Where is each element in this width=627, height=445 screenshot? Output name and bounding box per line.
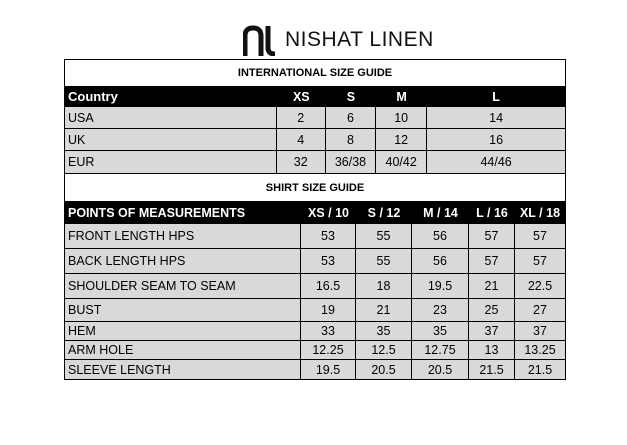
- value-cell: 56: [412, 224, 469, 248]
- international-title: INTERNATIONAL SIZE GUIDE: [237, 67, 393, 79]
- value-cell: 44/46: [480, 155, 512, 169]
- measurement-label: SHOULDER SEAM TO SEAM: [65, 274, 301, 298]
- value-cell: 33: [301, 322, 356, 340]
- value-cell: 21: [469, 274, 515, 298]
- value-cell: 14: [489, 110, 504, 125]
- value-cell: 40/42: [376, 151, 427, 173]
- value-cell: 35: [356, 322, 412, 340]
- table-row: [65, 249, 565, 274]
- value-cell: 55: [356, 224, 412, 248]
- measurement-label: BACK LENGTH HPS: [65, 249, 301, 273]
- value-cell: 12: [376, 129, 427, 150]
- brand-name: NISHAT LINEN: [285, 28, 434, 51]
- table-row: [65, 360, 565, 379]
- value-cell: 20.5: [356, 360, 412, 379]
- measurement-label: ARM HOLE: [65, 341, 301, 359]
- header-s: S: [346, 89, 356, 104]
- value-cell: 36/38: [326, 151, 376, 173]
- value-cell: 57: [469, 249, 515, 273]
- value-cell: 12.75: [412, 341, 469, 359]
- table-row: [65, 341, 565, 360]
- value-cell: 57: [533, 229, 547, 243]
- value-cell: 23: [412, 299, 469, 321]
- value-cell: 19.5: [412, 274, 469, 298]
- value-cell: 13: [469, 341, 515, 359]
- country-label: UK: [65, 129, 277, 150]
- value-cell: 22.5: [527, 279, 553, 293]
- value-cell: 25: [469, 299, 515, 321]
- value-cell: 13.25: [524, 343, 556, 357]
- value-cell: 37: [469, 322, 515, 340]
- table-row: [65, 107, 565, 129]
- measurement-label: BUST: [65, 299, 301, 321]
- value-cell: 21.5: [527, 362, 553, 377]
- header-m: M: [396, 89, 407, 104]
- header-l: L: [492, 89, 500, 104]
- brand-logo: [243, 24, 434, 56]
- country-label: USA: [65, 107, 277, 128]
- value-cell: 21.5: [469, 360, 515, 379]
- value-cell: 20.5: [412, 360, 469, 379]
- value-cell: 6: [326, 107, 376, 128]
- shirt-title: SHIRT SIZE GUIDE: [265, 181, 365, 194]
- header-xs-10: XS / 10: [308, 205, 349, 220]
- value-cell: 35: [412, 322, 469, 340]
- header-country: Country: [68, 89, 118, 104]
- value-cell: 32: [277, 151, 326, 173]
- value-cell: 37: [533, 324, 547, 338]
- header-l-16: L / 16: [476, 205, 508, 220]
- value-cell: 19.5: [301, 360, 356, 379]
- nl-logo-icon: [243, 24, 279, 56]
- international-title-row: [65, 60, 565, 87]
- shirt-header-row: [65, 202, 565, 224]
- value-cell: 27: [533, 303, 547, 317]
- value-cell: 53: [301, 224, 356, 248]
- table-row: [65, 322, 565, 341]
- value-cell: 16.5: [301, 274, 356, 298]
- header-xs: XS: [292, 89, 310, 104]
- size-guide-table: [64, 59, 566, 380]
- country-label: EUR: [65, 151, 277, 173]
- measurement-label: FRONT LENGTH HPS: [65, 224, 301, 248]
- value-cell: 21: [356, 299, 412, 321]
- table-row: [65, 129, 565, 151]
- value-cell: 8: [326, 129, 376, 150]
- value-cell: 10: [376, 107, 427, 128]
- table-row: [65, 274, 565, 299]
- value-cell: 57: [533, 254, 547, 268]
- value-cell: 16: [489, 132, 504, 147]
- value-cell: 18: [356, 274, 412, 298]
- international-header-row: [65, 87, 565, 107]
- value-cell: 57: [469, 224, 515, 248]
- header-xl-18: XL / 18: [519, 205, 561, 220]
- value-cell: 12.25: [301, 341, 356, 359]
- header-s-12: S / 12: [367, 205, 401, 220]
- value-cell: 4: [277, 129, 326, 150]
- value-cell: 12.5: [356, 341, 412, 359]
- table-row: [65, 299, 565, 322]
- value-cell: 2: [277, 107, 326, 128]
- header-m-14: M / 14: [423, 205, 458, 220]
- value-cell: 56: [412, 249, 469, 273]
- shirt-title-row: [65, 174, 565, 202]
- value-cell: 55: [356, 249, 412, 273]
- value-cell: 19: [301, 299, 356, 321]
- table-row: [65, 151, 565, 174]
- table-row: [65, 224, 565, 249]
- measurement-label: SLEEVE LENGTH: [65, 360, 301, 379]
- measurement-label: HEM: [65, 322, 301, 340]
- header-points-of-measurements: POINTS OF MEASUREMENTS: [68, 205, 246, 220]
- value-cell: 53: [301, 249, 356, 273]
